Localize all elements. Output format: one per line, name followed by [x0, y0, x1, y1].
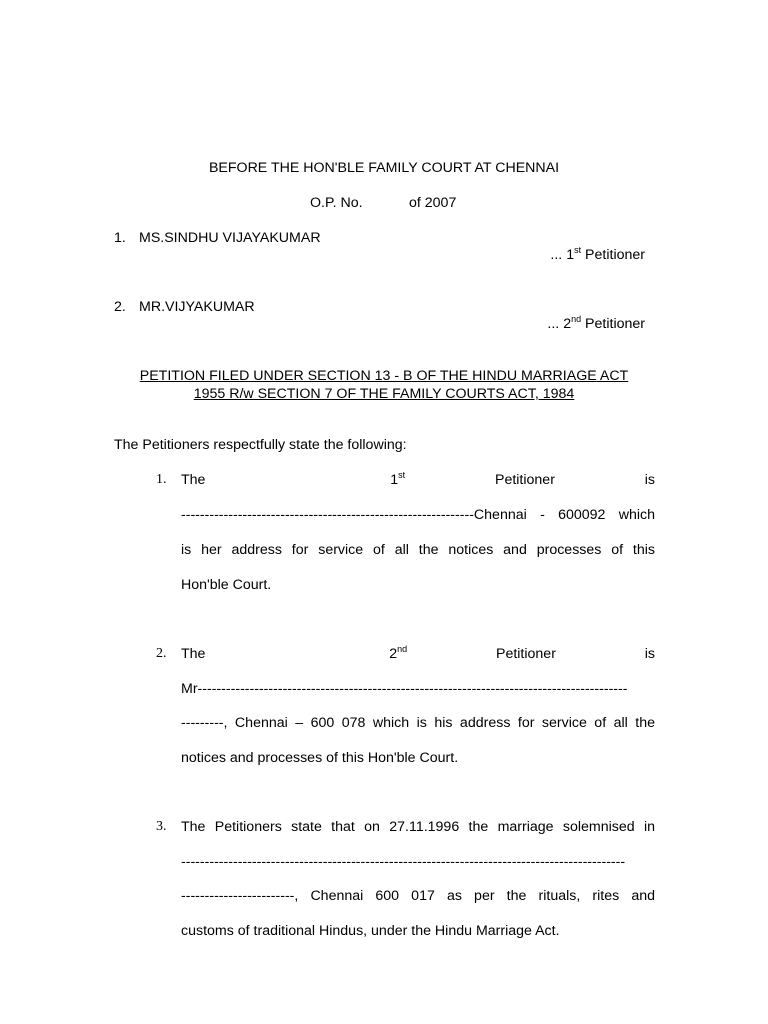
intro-text: The Petitioners respectfully state the following:	[114, 437, 407, 453]
paragraph-1-line-1: The 1st Petitioner is	[181, 470, 655, 488]
paragraph-3-line-4: customs of traditional Hindus, under the Hindu Marriage Act.	[181, 923, 560, 939]
court-title: BEFORE THE HON'BLE FAMILY COURT AT CHENNAI	[208, 160, 560, 176]
petition-heading-line-2: 1955 R/w SECTION 7 OF THE FAMILY COURTS ACT, 1984	[193, 386, 575, 402]
paragraph-2-line-1: The 2nd Petitioner is	[181, 644, 655, 662]
party-1-number: 1.	[114, 230, 126, 246]
paragraph-1-line-3: is her address for service of all the notices and processes of this	[181, 542, 655, 558]
paragraph-3-line-2: ----------------------------------------------------------------------------------------------	[181, 854, 626, 870]
op-number-label: O.P. No.	[310, 195, 363, 211]
paragraph-1-number: 1.	[156, 472, 167, 487]
op-number-year: of 2007	[409, 195, 457, 211]
paragraph-1-line-2: --------------------------------------------------------------Chennai - 600092 which	[181, 507, 655, 523]
paragraph-3-line-1: The Petitioners state that on 27.11.1996 the marriage solemnised in	[181, 819, 655, 835]
party-1-role: ... 1st Petitioner	[550, 245, 645, 263]
paragraph-3-line-3: ------------------------, Chennai 600 017 as per the rituals, rites and	[181, 888, 655, 904]
paragraph-1-line-4: Hon'ble Court.	[181, 577, 272, 593]
paragraph-2-number: 2.	[156, 646, 167, 661]
party-1-name: MS.SINDHU VIJAYAKUMAR	[139, 230, 321, 246]
paragraph-3-number: 3.	[156, 819, 167, 834]
paragraph-2-line-2: Mr-------------------------------------------------------------------------------------------	[181, 681, 628, 697]
paragraph-2-line-3: ---------, Chennai – 600 078 which is his address for service of all the	[181, 715, 655, 731]
party-2-role: ... 2nd Petitioner	[547, 314, 645, 332]
party-2-name: MR.VIJYAKUMAR	[139, 299, 255, 315]
party-2-number: 2.	[114, 299, 126, 315]
petition-heading-line-1: PETITION FILED UNDER SECTION 13 - B OF THE HINDU MARRIAGE ACT	[139, 368, 629, 384]
paragraph-2-line-4: notices and processes of this Hon'ble Court.	[181, 750, 459, 766]
